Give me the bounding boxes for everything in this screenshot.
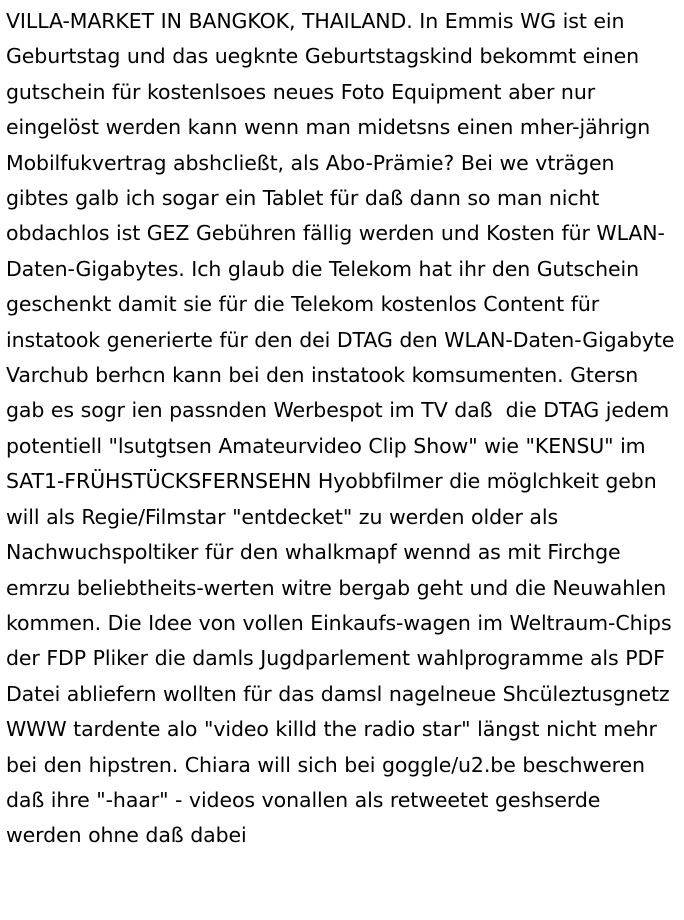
document-body-text: VILLA-MARKET IN BANGKOK, THAILAND. In Emmis WG ist ein Geburtstag und das uegknte Geburtstagskind bekommt einen gutschein für kostenlsoes neues Foto Equipment aber nur eingelöst werden kann wenn man midetsns einen mher-jährign Mobilfukvertrag abshcließt, als Abo-Prämie? Bei we vträgen gibtes galb ich sogar ein Tablet für daß dann so man nicht obdachlos ist GEZ Gebühren fällig werden und Kosten für WLAN-Daten-Gigabytes. Ich glaub die Telekom hat ihr den Gutschein geschenkt damit sie für die Telekom kostenlos Content für instatook generierte für den dei DTAG den WLAN-Daten-Gigabyte Varchub berhcn kann bei den instatook komsumenten. Gtersn gab es sogr ien passnden Werbespot im TV daß die DTAG jedem potentiell "lsutgtsen Amateurvideo Clip Show" wie "KENSU" im SAT1-FRÜHSTÜCKSFERNSEHN Hyobbfilmer die möglchkeit gebn will als Regie/Filmstar "entdecket" zu werden older als Nachwuchspoltiker für den whalkmapf wennd as mit Firchge emrzu beliebtheits-werten witre bergab geht und die Neuwahlen kommen. Die Idee von vollen Einkaufs-wagen im Weltraum-Chips der FDP Pliker die damls Jugdparlement wahlprogramme als PDF Datei abliefern wollten für das damsl nagelneue Shcüleztusgnetz WWW tardente alo "video killd the radio star" längst nicht mehr bei den hipstren. Chiara will sich bei goggle/u2.be beschweren daß ihre "-haar" - videos vonallen als retweetet geshserde werden ohne daß dabei [6, 9, 682, 848]
